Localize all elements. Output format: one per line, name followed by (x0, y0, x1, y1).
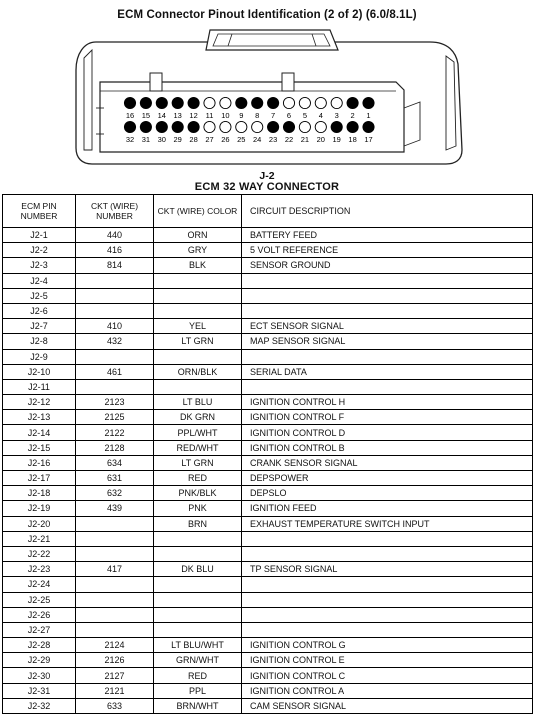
cell-ckt (76, 516, 154, 531)
cell-desc: TP SENSOR SIGNAL (242, 562, 533, 577)
cell-pin: J2-13 (3, 410, 76, 425)
key-block-right (282, 73, 294, 91)
table-row (3, 592, 533, 607)
pin-7 (268, 97, 279, 108)
header-ckt: CKT (WIRE) NUMBER (76, 195, 154, 228)
pin-14 (156, 97, 167, 108)
cell-color: LT BLU/WHT (154, 638, 242, 653)
table-row (3, 653, 533, 668)
page-title: ECM Connector Pinout Identification (2 of 2) (6.0/8.1L) (117, 9, 417, 21)
cell-pin: J2-1 (3, 228, 76, 243)
pin-20 (315, 121, 326, 132)
header-desc: CIRCUIT DESCRIPTION (242, 195, 533, 228)
cell-desc: IGNITION CONTROL B (242, 440, 533, 455)
cell-pin: J2-20 (3, 516, 76, 531)
cell-color: BLK (154, 258, 242, 273)
cell-ckt: 634 (76, 455, 154, 470)
pin-30 (156, 121, 167, 132)
cell-pin: J2-24 (3, 577, 76, 592)
pin-label: 3 (334, 111, 339, 120)
pin-12 (188, 97, 199, 108)
cell-color (154, 349, 242, 364)
cell-desc: ECT SENSOR SIGNAL (242, 319, 533, 334)
cell-pin: J2-17 (3, 471, 76, 486)
cell-color: DK BLU (154, 562, 242, 577)
pin-1 (363, 97, 374, 108)
connector-latch (206, 30, 338, 50)
pin-10 (220, 97, 231, 108)
table-row (3, 531, 533, 546)
cell-ckt: 439 (76, 501, 154, 516)
cell-ckt: 633 (76, 698, 154, 713)
cell-pin: J2-23 (3, 562, 76, 577)
cell-ckt (76, 288, 154, 303)
table-row (3, 622, 533, 637)
cell-pin: J2-21 (3, 531, 76, 546)
pin-label: 20 (316, 135, 325, 144)
pin-label: 11 (205, 111, 214, 120)
cell-ckt: 2123 (76, 395, 154, 410)
pin-label: 25 (237, 135, 246, 144)
cell-pin: J2-19 (3, 501, 76, 516)
table-row (3, 319, 533, 334)
pin-3 (331, 97, 342, 108)
pin-17 (363, 121, 374, 132)
pin-5 (299, 97, 310, 108)
pin-25 (236, 121, 247, 132)
pin-27 (204, 121, 215, 132)
cell-desc: SERIAL DATA (242, 364, 533, 379)
table-row (3, 258, 533, 273)
cell-pin: J2-22 (3, 546, 76, 561)
pin-label: 1 (366, 111, 371, 120)
cell-pin: J2-27 (3, 622, 76, 637)
cell-color: DK GRN (154, 410, 242, 425)
table-row (3, 379, 533, 394)
pin-21 (299, 121, 310, 132)
pin-label: 4 (318, 111, 323, 120)
table-row (3, 501, 533, 516)
cell-desc (242, 531, 533, 546)
cell-color (154, 273, 242, 288)
cell-pin: J2-10 (3, 364, 76, 379)
pin-28 (188, 121, 199, 132)
cell-pin: J2-4 (3, 273, 76, 288)
cell-desc: DEPSPOWER (242, 471, 533, 486)
cell-color (154, 303, 242, 318)
cell-color (154, 607, 242, 622)
pin-label: 5 (302, 111, 307, 120)
header-color: CKT (WIRE) COLOR (154, 195, 242, 228)
table-row (3, 516, 533, 531)
cell-ckt (76, 303, 154, 318)
pin-label: 6 (286, 111, 292, 120)
cell-desc (242, 546, 533, 561)
cell-color: BRN/WHT (154, 698, 242, 713)
cell-ckt: 440 (76, 228, 154, 243)
cell-color (154, 577, 242, 592)
table-row (3, 546, 533, 561)
pin-label: 27 (205, 135, 214, 144)
cell-ckt: 416 (76, 243, 154, 258)
cell-color (154, 592, 242, 607)
cell-color: BRN (154, 516, 242, 531)
cell-pin: J2-29 (3, 653, 76, 668)
pin-label: 30 (157, 135, 166, 144)
cell-color: LT BLU (154, 395, 242, 410)
cell-pin: J2-11 (3, 379, 76, 394)
cell-desc: IGNITION CONTROL D (242, 425, 533, 440)
cell-ckt: 2126 (76, 653, 154, 668)
pin-label: 12 (189, 111, 198, 120)
table-row (3, 334, 533, 349)
cell-ckt (76, 546, 154, 561)
table-row (3, 683, 533, 698)
cell-color: ORN (154, 228, 242, 243)
cell-desc: IGNITION CONTROL G (242, 638, 533, 653)
pin-label: 15 (141, 111, 151, 120)
cell-ckt: 432 (76, 334, 154, 349)
cell-desc: BATTERY FEED (242, 228, 533, 243)
cell-desc (242, 273, 533, 288)
cell-ckt: 2124 (76, 638, 154, 653)
cell-desc: EXHAUST TEMPERATURE SWITCH INPUT (242, 516, 533, 531)
table-row (3, 698, 533, 713)
cell-color (154, 546, 242, 561)
pin-4 (315, 97, 326, 108)
cell-desc (242, 349, 533, 364)
cell-ckt: 632 (76, 486, 154, 501)
right-lock-tab (446, 56, 456, 150)
cell-pin: J2-14 (3, 425, 76, 440)
cell-desc: IGNITION FEED (242, 501, 533, 516)
cell-ckt: 461 (76, 364, 154, 379)
cell-color: LT GRN (154, 455, 242, 470)
cell-color: RED (154, 668, 242, 683)
cell-pin: J2-3 (3, 258, 76, 273)
pin-16 (124, 97, 135, 108)
cell-desc (242, 577, 533, 592)
cell-ckt (76, 592, 154, 607)
pin-label: 9 (239, 111, 244, 120)
pin-18 (347, 121, 358, 132)
table-row (3, 577, 533, 592)
cell-pin: J2-9 (3, 349, 76, 364)
cell-ckt: 2127 (76, 668, 154, 683)
table-row (3, 349, 533, 364)
table-row (3, 455, 533, 470)
header-pin: ECM PIN NUMBER (3, 195, 76, 228)
pin-11 (204, 97, 215, 108)
pin-label: 23 (268, 135, 278, 144)
pin-label: 8 (255, 111, 260, 120)
pin-2 (347, 97, 358, 108)
cell-desc: 5 VOLT REFERENCE (242, 243, 533, 258)
pin-23 (268, 121, 279, 132)
cell-color: RED/WHT (154, 440, 242, 455)
table-row (3, 425, 533, 440)
cell-desc: IGNITION CONTROL A (242, 683, 533, 698)
cell-pin: J2-16 (3, 455, 76, 470)
cell-color (154, 379, 242, 394)
cell-pin: J2-5 (3, 288, 76, 303)
cell-pin: J2-31 (3, 683, 76, 698)
table-row (3, 410, 533, 425)
cell-pin: J2-30 (3, 668, 76, 683)
cell-ckt (76, 349, 154, 364)
pin-label: 14 (157, 111, 166, 120)
cell-desc (242, 303, 533, 318)
table-row (3, 273, 533, 288)
pin-label: 22 (284, 135, 294, 144)
cell-pin: J2-26 (3, 607, 76, 622)
connector-name: J-2 (259, 170, 275, 182)
cell-color (154, 531, 242, 546)
cell-ckt: 2122 (76, 425, 154, 440)
table-row (3, 486, 533, 501)
cell-color: ORN/BLK (154, 364, 242, 379)
table-row (3, 288, 533, 303)
table-row (3, 243, 533, 258)
cell-pin: J2-7 (3, 319, 76, 334)
pin-22 (283, 121, 294, 132)
table-row (3, 638, 533, 653)
cell-desc: CRANK SENSOR SIGNAL (242, 455, 533, 470)
cell-desc: IGNITION CONTROL C (242, 668, 533, 683)
cell-color (154, 622, 242, 637)
pin-13 (172, 97, 183, 108)
cell-desc: IGNITION CONTROL F (242, 410, 533, 425)
cell-color: YEL (154, 319, 242, 334)
pin-label: 31 (141, 135, 151, 144)
pin-24 (252, 121, 263, 132)
key-block-left (150, 73, 162, 91)
pin-8 (252, 97, 263, 108)
cell-desc: SENSOR GROUND (242, 258, 533, 273)
cell-pin: J2-32 (3, 698, 76, 713)
cell-ckt: 2121 (76, 683, 154, 698)
cell-color: PPL/WHT (154, 425, 242, 440)
cell-pin: J2-25 (3, 592, 76, 607)
cell-ckt: 814 (76, 258, 154, 273)
pin-6 (283, 97, 294, 108)
cell-desc: CAM SENSOR SIGNAL (242, 698, 533, 713)
table-row (3, 228, 533, 243)
cell-desc (242, 379, 533, 394)
pin-label: 10 (221, 111, 230, 120)
cell-desc (242, 288, 533, 303)
cell-color: RED (154, 471, 242, 486)
connector-diagram (0, 0, 534, 170)
cell-ckt: 410 (76, 319, 154, 334)
cell-pin: J2-28 (3, 638, 76, 653)
pin-label: 26 (221, 135, 230, 144)
pin-label: 18 (348, 135, 357, 144)
pin-label: 13 (173, 111, 182, 120)
pin-label: 17 (364, 135, 373, 144)
table-row (3, 395, 533, 410)
cell-color: GRY (154, 243, 242, 258)
cell-ckt: 417 (76, 562, 154, 577)
cell-ckt (76, 531, 154, 546)
pin-15 (140, 97, 151, 108)
cell-ckt (76, 577, 154, 592)
pinout-table (2, 194, 533, 714)
cell-color: LT GRN (154, 334, 242, 349)
cell-ckt: 2125 (76, 410, 154, 425)
table-row (3, 562, 533, 577)
pin-19 (331, 121, 342, 132)
table-row (3, 303, 533, 318)
cell-ckt (76, 622, 154, 637)
cell-color (154, 288, 242, 303)
cell-color: PNK/BLK (154, 486, 242, 501)
pin-label: 24 (253, 135, 262, 144)
table-row (3, 668, 533, 683)
table-row (3, 440, 533, 455)
cell-ckt (76, 273, 154, 288)
pin-label: 19 (332, 135, 341, 144)
pin-32 (124, 121, 135, 132)
cell-desc (242, 622, 533, 637)
cell-color: PPL (154, 683, 242, 698)
pin-31 (140, 121, 151, 132)
pin-9 (236, 97, 247, 108)
table-row (3, 607, 533, 622)
pin-label: 28 (189, 135, 198, 144)
pin-label: 29 (173, 135, 182, 144)
cell-desc (242, 607, 533, 622)
pin-label: 32 (125, 135, 135, 144)
cell-ckt (76, 607, 154, 622)
cell-desc: DEPSLO (242, 486, 533, 501)
cell-color: PNK (154, 501, 242, 516)
cell-pin: J2-18 (3, 486, 76, 501)
cell-ckt (76, 379, 154, 394)
cell-ckt: 631 (76, 471, 154, 486)
pin-label: 21 (300, 135, 310, 144)
cell-pin: J2-6 (3, 303, 76, 318)
pin-29 (172, 121, 183, 132)
pin-label: 2 (350, 111, 355, 120)
cell-pin: J2-8 (3, 334, 76, 349)
pin-label: 7 (271, 111, 276, 120)
cell-desc: MAP SENSOR SIGNAL (242, 334, 533, 349)
cell-desc: IGNITION CONTROL H (242, 395, 533, 410)
table-row (3, 471, 533, 486)
connector-subtitle: ECM 32 WAY CONNECTOR (194, 181, 340, 193)
cell-pin: J2-12 (3, 395, 76, 410)
cell-ckt: 2128 (76, 440, 154, 455)
cell-desc (242, 592, 533, 607)
pin-26 (220, 121, 231, 132)
cell-pin: J2-2 (3, 243, 76, 258)
table-row (3, 364, 533, 379)
cell-pin: J2-15 (3, 440, 76, 455)
cell-color: GRN/WHT (154, 653, 242, 668)
pin-label: 16 (125, 111, 135, 120)
table-header-row (3, 195, 533, 228)
left-lock-tab (84, 50, 92, 150)
cell-desc: IGNITION CONTROL E (242, 653, 533, 668)
